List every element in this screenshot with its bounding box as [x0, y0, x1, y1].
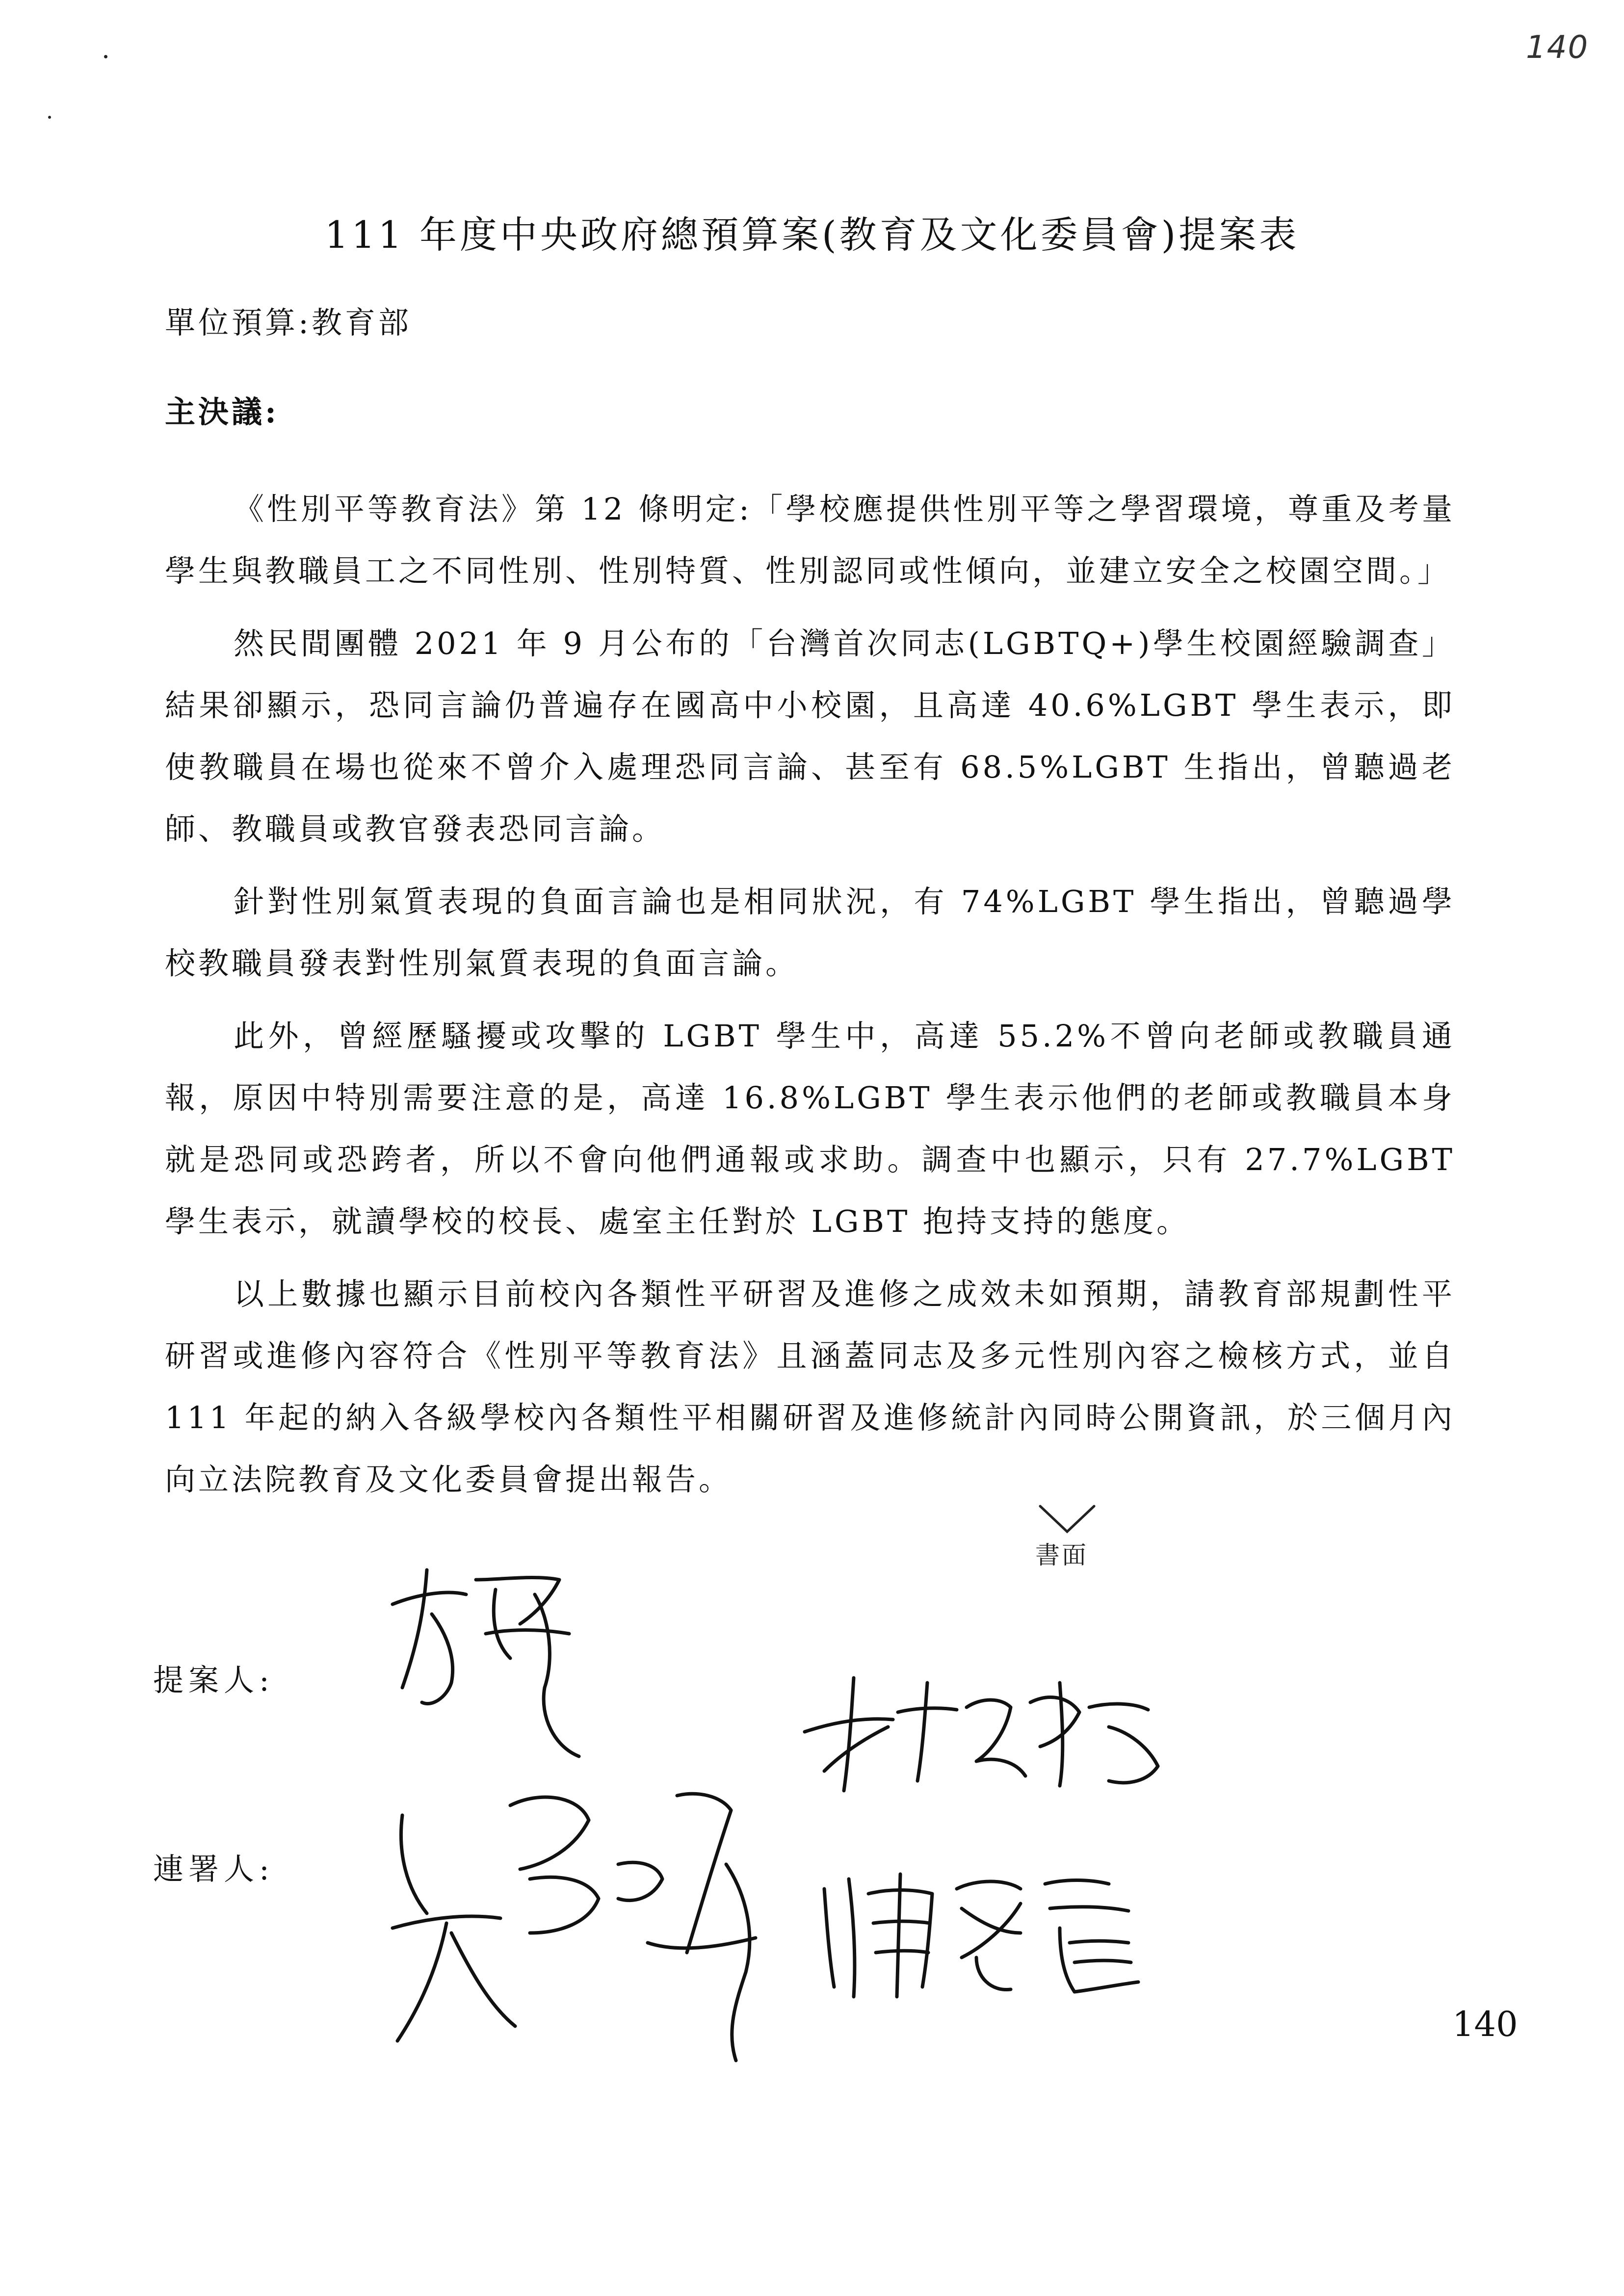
proposer-signature-2	[795, 1663, 1178, 1805]
handwritten-page-number: 140	[1526, 29, 1589, 66]
paragraph-gender-expression: 針對性別氣質表現的負面言論也是相同狀況，有 74%LGBT 學生指出，曾聽過學校教職員發表對性別氣質表現的負面言論。	[165, 884, 1455, 981]
scan-speck	[104, 55, 107, 58]
cosigner-label: 連署人:	[153, 1851, 274, 1887]
cosigner-signature-2	[814, 1859, 1168, 2007]
main-resolution-heading: 主決議:	[165, 394, 279, 430]
cosigner-signature-1	[383, 1766, 824, 2110]
unit-budget: 單位預算:教育部	[165, 305, 412, 340]
scan-speck	[48, 116, 51, 119]
insertion-text: 書面	[1035, 1541, 1088, 1569]
document-title: 111 年度中央政府總預算案(教育及文化委員會)提案表	[324, 213, 1300, 257]
paragraph-harassment-reporting: 此外，曾經歷騷擾或攻擊的 LGBT 學生中，高達 55.2%不曾向老師或教職員通報，原因中特別需要注意的是，高達 16.8%LGBT 學生表示他們的老師或教職員本身就是恐同或恐跨者，所以不會向他們通報或求助。調查中也顯示，只有 27.7%LGBT 學生表示，就讀學校的校長、處室主任對於 LGBT 抱持支持的態度。	[165, 1018, 1455, 1239]
proposer-label: 提案人:	[153, 1662, 274, 1698]
paragraph-request: 以上數據也顯示目前校內各類性平研習及進修之成效未如預期，請教育部規劃性平研習或進修內容符合《性別平等教育法》且涵蓋同志及多元性別內容之檢核方式，並自 111 年起的納入各級學校內各類性平相關研習及進修統計內同時公開資訊，於三個月內向立法院教育及文化委員會提出報告。	[165, 1276, 1455, 1497]
paragraph-survey-results: 然民間團體 2021 年 9 月公布的「台灣首次同志(LGBTQ+)學生校園經驗調查」結果卻顯示，恐同言論仍普遍存在國高中小校園，且高達 40.6%LGBT 學生表示，即使教職員在場也從來不曾介入處理恐同言論、甚至有 68.5%LGBT 生指出，曾聽過老師、教職員或教官發表恐同言論。	[165, 626, 1455, 847]
insertion-caret-icon	[1021, 1501, 1119, 1540]
paragraph-gender-equity-law: 《性別平等教育法》第 12 條明定:「學校應提供性別平等之學習環境，尊重及考量學生與教職員工之不同性別、性別特質、性別認同或性傾向，並建立安全之校園空間。」	[165, 491, 1455, 589]
handwritten-insertion	[1021, 1501, 1119, 1575]
page-number: 140	[1452, 2004, 1518, 2044]
proposer-signature-1	[373, 1560, 608, 1776]
resolution-body	[165, 478, 1455, 1521]
